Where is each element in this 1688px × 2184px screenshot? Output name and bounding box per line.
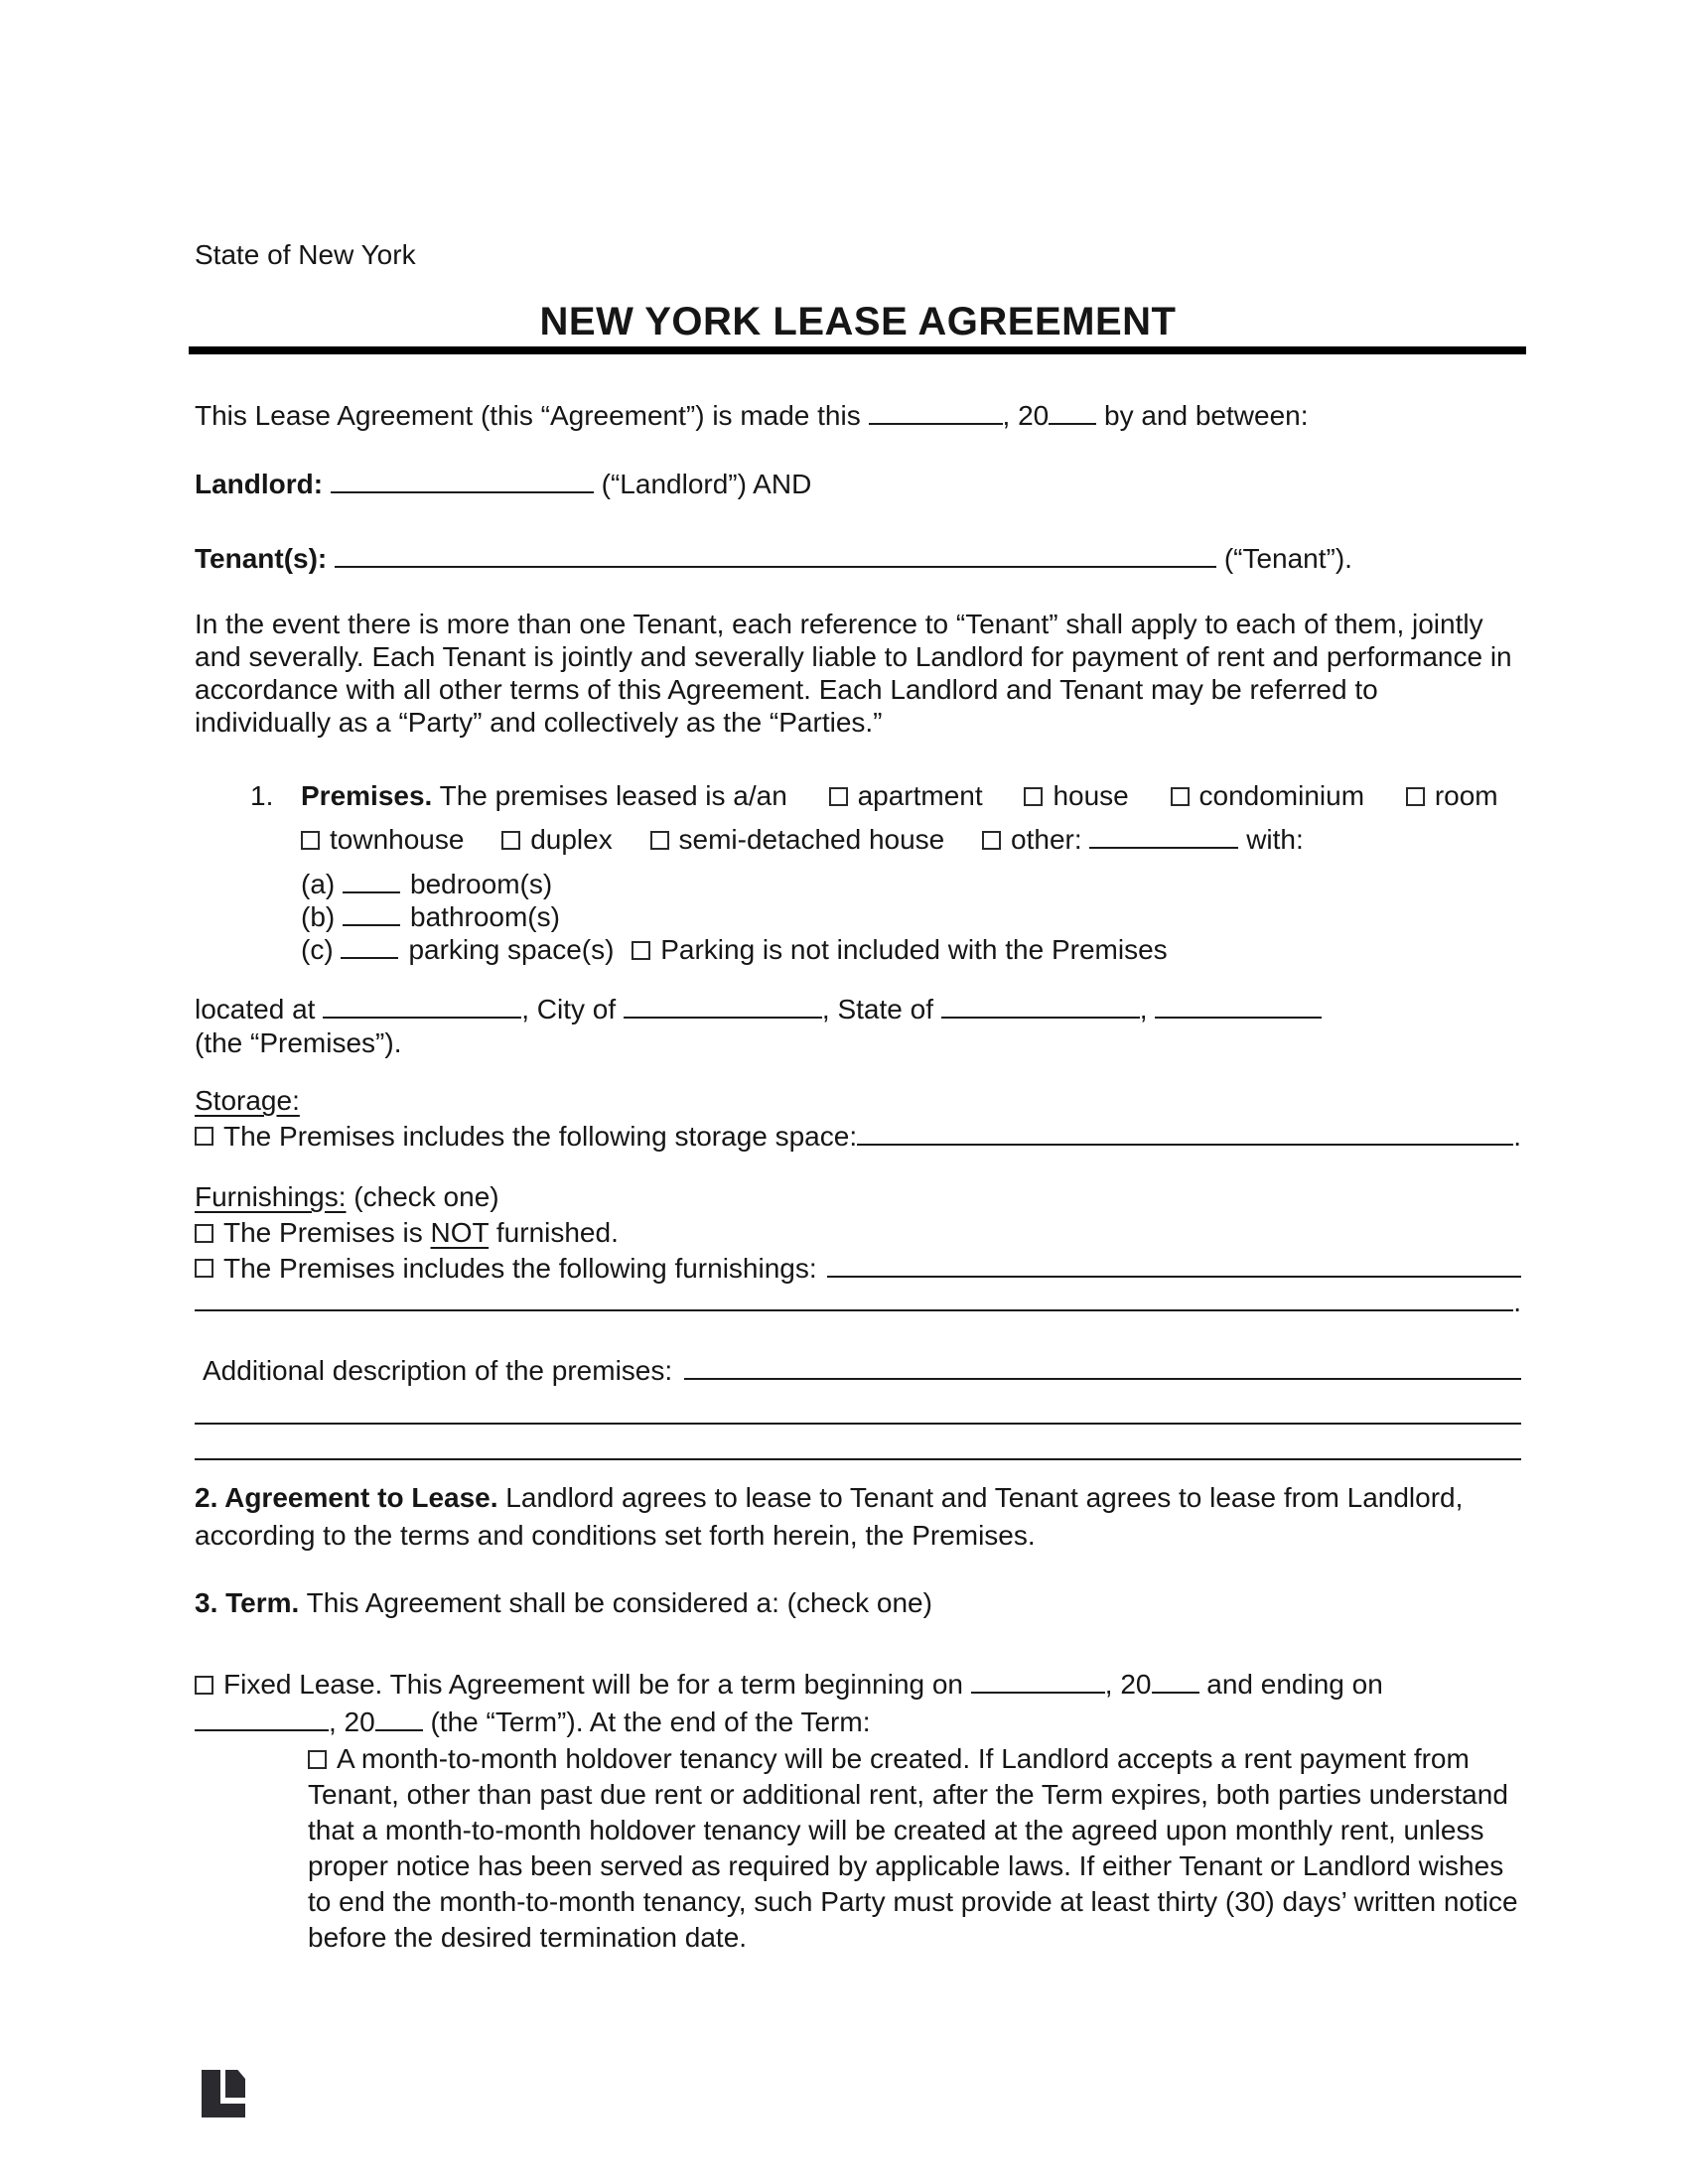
premises-number: 1. bbox=[250, 780, 274, 811]
furnishings-list-blank[interactable] bbox=[827, 1256, 1521, 1278]
other-type-blank[interactable] bbox=[1089, 827, 1238, 849]
checkbox-other[interactable] bbox=[982, 831, 1001, 850]
furnishings-note: (check one) bbox=[353, 1181, 499, 1212]
landlord-label: Landlord: bbox=[195, 469, 324, 499]
agreement-to-lease-body: Landlord agrees to lease to Tenant and Tenant agrees to lease from Landlord, according to the terms and conditions set forth herein, the Premises. bbox=[195, 1482, 1464, 1551]
term-body: This Agreement shall be considered a: (check one) bbox=[306, 1587, 932, 1618]
bathrooms-row bbox=[301, 900, 1521, 933]
additional-description-blank-3[interactable] bbox=[195, 1425, 1521, 1460]
location-comma: , bbox=[1139, 994, 1148, 1024]
located-at-label: located at bbox=[195, 994, 316, 1024]
intro-year-prefix: , 20 bbox=[1002, 400, 1050, 431]
bathrooms-blank[interactable] bbox=[343, 904, 400, 926]
tenant-names-blank[interactable] bbox=[335, 546, 1216, 568]
checkbox-duplex[interactable] bbox=[501, 831, 520, 850]
furnishings-continuation-row bbox=[195, 1287, 1521, 1326]
additional-description-block bbox=[195, 1352, 1521, 1460]
other-label: other: bbox=[1011, 824, 1082, 855]
checkbox-furnished[interactable] bbox=[195, 1259, 213, 1278]
not-furnished-row bbox=[195, 1215, 1521, 1251]
storage-period: . bbox=[1513, 1121, 1521, 1152]
furnished-row bbox=[195, 1251, 1521, 1287]
checkbox-house[interactable] bbox=[1024, 787, 1043, 806]
additional-description-blank-1[interactable] bbox=[684, 1358, 1521, 1380]
holdover-block bbox=[195, 1741, 1521, 1956]
bedrooms-blank[interactable] bbox=[343, 872, 400, 893]
premises-type-row-1 bbox=[301, 774, 1521, 818]
not-furnished-pre: The Premises is bbox=[223, 1217, 423, 1248]
landlord-suffix: (“Landlord”) AND bbox=[601, 469, 812, 499]
not-furnished-post: furnished. bbox=[495, 1217, 619, 1248]
state-label: State of New York bbox=[195, 239, 416, 270]
street-address-blank[interactable] bbox=[323, 997, 521, 1019]
agreement-to-lease-section bbox=[195, 1479, 1521, 1555]
checkbox-not-furnished[interactable] bbox=[195, 1224, 213, 1243]
not-word: NOT bbox=[430, 1217, 490, 1248]
tenant-row bbox=[195, 541, 1521, 577]
term-begin-year-blank[interactable] bbox=[1152, 1672, 1199, 1694]
furnishings-period: . bbox=[1513, 1287, 1521, 1317]
premises-tail: (the “Premises”). bbox=[195, 1027, 402, 1058]
item-a-prefix: (a) bbox=[301, 869, 336, 899]
house-label: house bbox=[1053, 780, 1129, 811]
term-begin-date-blank[interactable] bbox=[971, 1672, 1105, 1694]
intro-tail: by and between: bbox=[1104, 400, 1309, 431]
premises-type-row-2 bbox=[301, 818, 1521, 862]
furnished-label: The Premises includes the following furnishings: bbox=[223, 1253, 817, 1284]
title-rule bbox=[189, 346, 1526, 354]
city-of-label: , City of bbox=[521, 994, 617, 1024]
storage-space-blank[interactable] bbox=[857, 1124, 1513, 1146]
tenant-label: Tenant(s): bbox=[195, 543, 328, 574]
premises-section bbox=[195, 774, 1521, 966]
checkbox-townhouse[interactable] bbox=[301, 831, 320, 850]
location-block bbox=[195, 993, 1521, 1060]
holdover-paragraph: A month-to-month holdover tenancy will be created. If Landlord accepts a rent payment from Tenant, other than past due rent or additional rent, after the Term expires, both parties understand that a month-to-month holdover tenancy will be created at the agreed upon monthly rent, unless proper notice has been served as required by applicable laws. If either Tenant or Landlord wishes to end the month-to-month tenancy, such Party must provide at least thirty (30) days’ written notice before the desired termination date. bbox=[308, 1743, 1518, 1953]
term-heading: 3. Term. bbox=[195, 1587, 300, 1618]
intro-text: This Lease Agreement (this “Agreement”) is made this bbox=[195, 400, 861, 431]
furnishings-list-blank-2[interactable] bbox=[195, 1290, 1513, 1311]
state-of-label: , State of bbox=[821, 994, 933, 1024]
parking-spaces-blank[interactable] bbox=[341, 937, 398, 959]
intro-line bbox=[195, 399, 1521, 433]
with-label: with: bbox=[1246, 824, 1304, 855]
bathrooms-label: bathroom(s) bbox=[410, 901, 560, 932]
checkbox-room[interactable] bbox=[1406, 787, 1425, 806]
checkbox-storage-included[interactable] bbox=[195, 1127, 213, 1146]
storage-option-label: The Premises includes the following storage space: bbox=[223, 1121, 858, 1152]
joint-clause-paragraph: In the event there is more than one Tenant, each reference to “Tenant” shall apply to each of them, jointly and severally. Each Tenant is jointly and severally liable to Landlord for payment of rent and performance in accordance with all other terms of this Agreement. Each Landlord and Tenant may be referred to individually as a “Party” and collectively as the “Parties.” bbox=[195, 609, 1512, 738]
state-blank[interactable] bbox=[941, 997, 1140, 1019]
fixed-line2-mid: , 20 bbox=[329, 1706, 375, 1737]
item-b-prefix: (b) bbox=[301, 901, 336, 932]
checkbox-fixed-lease[interactable] bbox=[195, 1676, 213, 1695]
fixed-line2-end: (the “Term”). At the end of the Term: bbox=[430, 1706, 871, 1737]
made-date-blank[interactable] bbox=[869, 403, 1003, 425]
additional-description-label: Additional description of the premises: bbox=[203, 1355, 673, 1386]
furnishings-block bbox=[195, 1179, 1521, 1326]
additional-description-row bbox=[195, 1352, 1521, 1389]
furnishings-heading: Furnishings: bbox=[195, 1181, 347, 1212]
checkbox-semi-detached[interactable] bbox=[650, 831, 669, 850]
fixed-lease-block bbox=[195, 1666, 1521, 1741]
fixed-lease-label: Fixed Lease. This Agreement will be for a term beginning on bbox=[223, 1669, 964, 1700]
fixed-mid1: , 20 bbox=[1104, 1669, 1152, 1700]
checkbox-apartment[interactable] bbox=[829, 787, 848, 806]
checkbox-parking-not-included[interactable] bbox=[632, 941, 650, 960]
additional-description-blank-2[interactable] bbox=[195, 1389, 1521, 1425]
semi-detached-label: semi-detached house bbox=[678, 824, 945, 855]
parking-not-included-label: Parking is not included with the Premises bbox=[660, 934, 1168, 965]
page-title: NEW YORK LEASE AGREEMENT bbox=[539, 300, 1177, 343]
agreement-to-lease-heading: 2. Agreement to Lease. bbox=[195, 1482, 498, 1513]
storage-option-row bbox=[195, 1119, 1521, 1155]
storage-heading: Storage: bbox=[195, 1085, 300, 1116]
checkbox-condominium[interactable] bbox=[1171, 787, 1190, 806]
premises-lead: The premises leased is a/an bbox=[439, 780, 787, 811]
zip-blank[interactable] bbox=[1155, 997, 1322, 1019]
storage-block bbox=[195, 1083, 1521, 1155]
duplex-label: duplex bbox=[530, 824, 613, 855]
logo-document-icon bbox=[225, 2070, 245, 2098]
logo-l-horizontal bbox=[202, 2104, 245, 2117]
room-label: room bbox=[1434, 780, 1498, 811]
term-end-year-blank[interactable] bbox=[375, 1709, 423, 1731]
term-section-heading-row bbox=[195, 1584, 1521, 1622]
parking-row bbox=[301, 933, 1521, 966]
checkbox-holdover[interactable] bbox=[308, 1750, 327, 1769]
parking-label: parking space(s) bbox=[408, 934, 615, 965]
condominium-label: condominium bbox=[1198, 780, 1365, 811]
bedrooms-label: bedroom(s) bbox=[410, 869, 553, 899]
premises-heading: Premises. bbox=[301, 780, 433, 811]
townhouse-label: townhouse bbox=[330, 824, 465, 855]
city-blank[interactable] bbox=[624, 997, 822, 1019]
apartment-label: apartment bbox=[857, 780, 983, 811]
tenant-suffix: (“Tenant”). bbox=[1223, 543, 1352, 574]
made-year-blank[interactable] bbox=[1049, 403, 1096, 425]
landlord-name-blank[interactable] bbox=[331, 472, 594, 493]
bedrooms-row bbox=[301, 868, 1521, 900]
term-end-date-blank[interactable] bbox=[195, 1709, 329, 1731]
legal-templates-logo bbox=[202, 2070, 245, 2117]
landlord-row bbox=[195, 467, 1521, 502]
item-c-prefix: (c) bbox=[301, 934, 334, 965]
fixed-line1-end: and ending on bbox=[1206, 1669, 1383, 1700]
